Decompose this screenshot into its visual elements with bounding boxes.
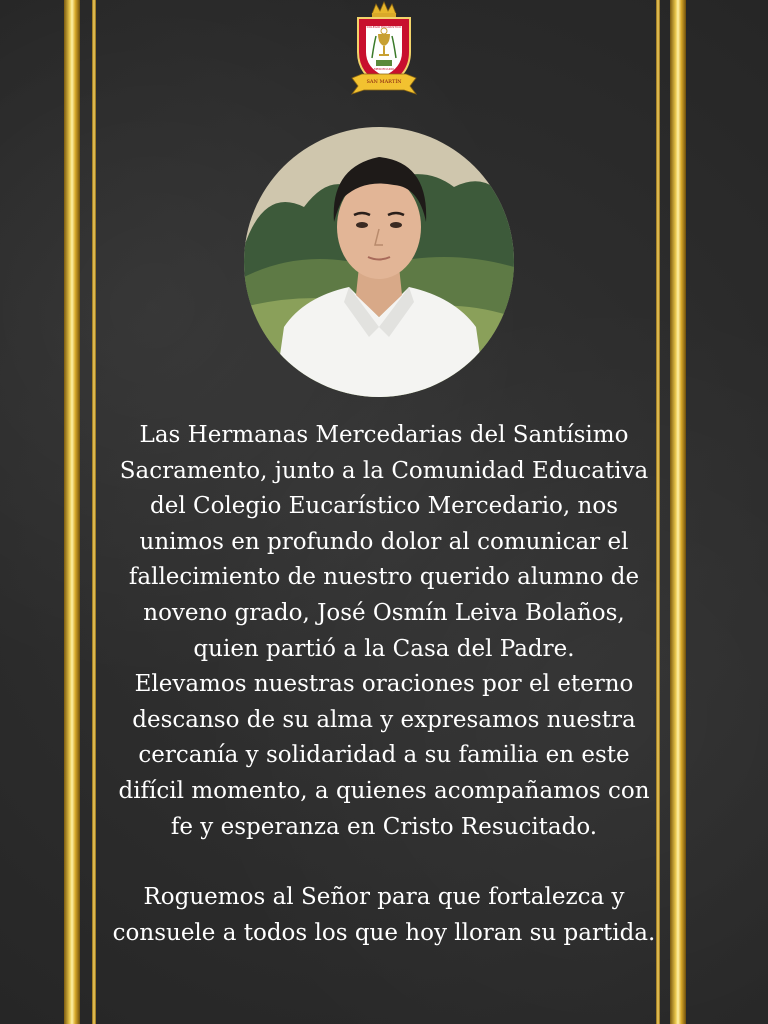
crest-ribbon-text: SAN MARTÍN	[366, 79, 402, 85]
message-paragraph-2: Elevamos nuestras oraciones por el eterno descanso de su alma y expresamos nuestra cercanía y solidaridad a su familia en este difícil momento, a quienes acompañamos con fe y esperanza en Cristo Resucitado.	[118, 671, 650, 840]
school-crest	[348, 0, 420, 100]
student-portrait	[244, 127, 514, 397]
right-gold-border	[670, 0, 686, 1024]
message-paragraph-3: Roguemos al Señor para que fortalezca y consuele a todos los que hoy lloran su partida.	[112, 884, 656, 946]
condolence-message	[112, 418, 656, 951]
crest-icon	[348, 0, 420, 100]
crest-bottom-text: MERCEDARIO	[373, 67, 395, 71]
left-gold-line	[92, 0, 96, 1024]
left-gold-border	[64, 0, 80, 1024]
right-gold-line	[656, 0, 660, 1024]
paragraph-spacer	[112, 845, 656, 880]
portrait-image	[244, 127, 514, 397]
crest-top-text: COLEGIO EUCARÍSTICO	[366, 25, 402, 29]
message-paragraph-1: Las Hermanas Mercedarias del Santísimo Sacramento, junto a la Comunidad Educativa del Colegio Eucarístico Mercedario, nos unimos en profundo dolor al comunicar el fallecimiento de nuestro querido alumno de noveno grado, José Osmín Leiva Bolaños, quien partió a la Casa del Padre.	[119, 422, 649, 662]
